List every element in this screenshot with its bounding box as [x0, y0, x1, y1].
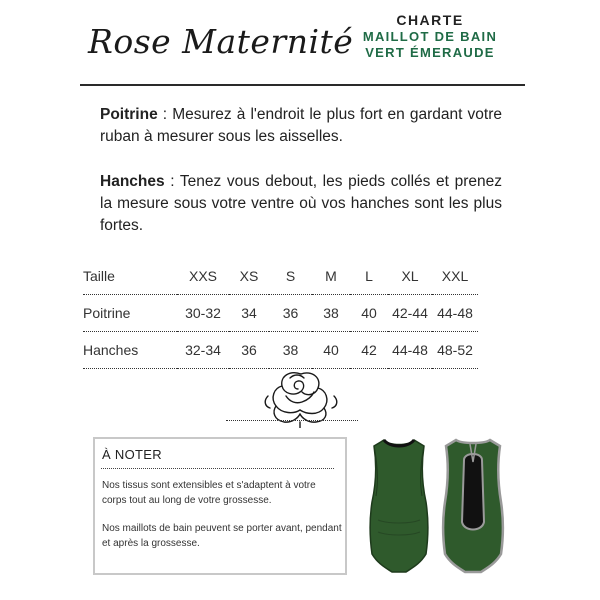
rose-icon [260, 366, 342, 433]
size-header-cell: XXL [432, 258, 478, 295]
size-header-label: Taille [83, 258, 177, 295]
table-row [83, 295, 478, 332]
size-header-row [83, 258, 478, 295]
table-cell: 34 [229, 295, 269, 332]
table-cell: 48-52 [432, 332, 478, 369]
row-label: Poitrine [83, 295, 177, 332]
chart-title-line2: MAILLOT DE BAIN [362, 29, 498, 44]
table-cell: 30-32 [177, 295, 229, 332]
table-cell: 42 [350, 332, 388, 369]
table-cell: 44-48 [388, 332, 432, 369]
hips-text: : Tenez vous debout, les pieds collés et prenez la mesure sous votre ventre où vos hanches sont les plus fortes. [100, 173, 502, 234]
table-cell: 38 [312, 295, 350, 332]
note-title: À NOTER [102, 447, 162, 462]
table-cell: 42-44 [388, 295, 432, 332]
table-cell: 38 [269, 332, 312, 369]
table-row [83, 332, 478, 369]
swimsuit-front-icon [364, 436, 434, 581]
brand-logo: Rose Maternité [88, 22, 354, 61]
size-table [83, 258, 478, 369]
note-paragraph: Nos tissus sont extensibles et s'adaptent à votre corps tout au long de votre grossesse. [102, 480, 316, 506]
chest-text: : Mesurez à l'endroit le plus fort en gardant votre ruban à mesurer sous les aisselles. [100, 106, 502, 145]
chest-instruction [100, 104, 502, 148]
table-cell: 40 [312, 332, 350, 369]
table-cell: 40 [350, 295, 388, 332]
table-cell: 36 [229, 332, 269, 369]
size-header-cell: S [269, 258, 312, 295]
chart-title-line3: VERT ÉMERAUDE [365, 45, 495, 60]
table-cell: 44-48 [432, 295, 478, 332]
note-box [93, 437, 347, 575]
size-header-cell: XXS [177, 258, 229, 295]
size-header-cell: XS [229, 258, 269, 295]
table-cell: 36 [269, 295, 312, 332]
hips-term: Hanches [100, 173, 165, 190]
chest-term: Poitrine [100, 106, 158, 123]
hips-instruction [100, 171, 502, 237]
rose-divider [226, 420, 358, 421]
chart-title [340, 12, 520, 61]
size-header-cell: L [350, 258, 388, 295]
row-label: Hanches [83, 332, 177, 369]
size-header-cell: XL [388, 258, 432, 295]
chart-title-line1: CHARTE [396, 12, 464, 28]
note-paragraph: Nos maillots de bain peuvent se porter avant, pendant et après la grossesse. [102, 523, 342, 549]
note-divider [101, 468, 334, 469]
header-divider [80, 84, 525, 86]
table-cell: 32-34 [177, 332, 229, 369]
size-header-cell: M [312, 258, 350, 295]
swimsuit-back-icon [438, 436, 508, 581]
